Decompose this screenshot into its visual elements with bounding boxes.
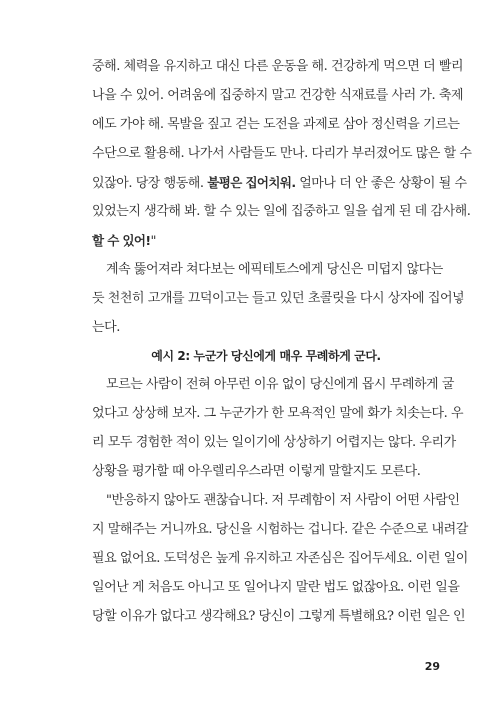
bold-emphasis: 불평은 집어치워. — [207, 175, 296, 190]
body-text-line — [92, 232, 440, 251]
body-text-line: 당할 이유가 없다고 생각해요? 당신이 그렇게 특별해요? 이런 일은 인 — [92, 609, 466, 624]
body-text-line: 모르는 사람이 전혀 아무런 이유 없이 당신에게 몹시 무례하게 굴 — [106, 377, 454, 392]
section-heading: 예시 2: 누군가 당신에게 매우 무례하게 군다. — [151, 349, 381, 363]
body-text-line: 에도 가야 해. 목발을 짚고 걷는 도전을 과제로 삼아 정신력을 기르는 — [92, 117, 460, 132]
body-text-line: 는다. — [92, 320, 120, 335]
body-text-line: 듯 천천히 고개를 끄덕이고는 들고 있던 초콜릿을 다시 상자에 집어넣 — [92, 291, 465, 306]
bold-emphasis: 할 수 있어! — [92, 233, 151, 248]
body-text-line — [92, 174, 467, 193]
body-text-line: 나을 수 있어. 어려움에 집중하지 말고 건강한 식재료를 사러 가. 축제 — [92, 88, 464, 103]
body-text-line: 중해. 체력을 유지하고 대신 다른 운동을 해. 건강하게 먹으면 더 빨리 — [92, 59, 464, 74]
body-text-line: 리 모두 경험한 적이 있는 일이기에 상상하기 어렵지는 않다. 우리가 — [92, 435, 456, 450]
body-text-line: 일어난 게 처음도 아니고 또 일어나지 말란 법도 없잖아요. 이런 일을 — [92, 580, 460, 595]
body-text-segment: 있잖아. 당장 행동해. — [92, 176, 208, 191]
body-text-line: 있었는지 생각해 봐. 할 수 있는 일에 집중하고 일을 쉽게 된 데 감사해. — [92, 204, 471, 219]
body-text-line: 지 말해주는 거니까요. 당신을 시험하는 겁니다. 같은 수준으로 내려갈 — [92, 522, 468, 537]
body-text-line: 상황을 평가할 때 아우렐리우스라면 이렇게 말할지도 모른다. — [92, 464, 421, 479]
body-text-line: 었다고 상상해 보자. 그 누군가가 한 모욕적인 말에 화가 치솟는다. 우 — [92, 406, 464, 421]
body-text-line: 수단으로 활용해. 나가서 사람들도 만나. 다리가 부러졌어도 많은 할 수 — [92, 146, 472, 161]
body-text-segment: 얼마나 더 안 좋은 상황이 될 수 — [295, 176, 467, 191]
page-number: 29 — [424, 660, 440, 673]
body-text-line: "반응하지 않아도 괜찮습니다. 저 무례함이 저 사람이 어떤 사람인 — [106, 493, 460, 508]
closing-quote: " — [150, 234, 157, 249]
body-text-line: 계속 뚫어져라 쳐다보는 에픽테토스에게 당신은 미덥지 않다는 — [106, 262, 443, 277]
body-text-line: 필요 없어요. 도덕성은 높게 유지하고 자존심은 집어두세요. 이런 일이 — [92, 551, 468, 566]
